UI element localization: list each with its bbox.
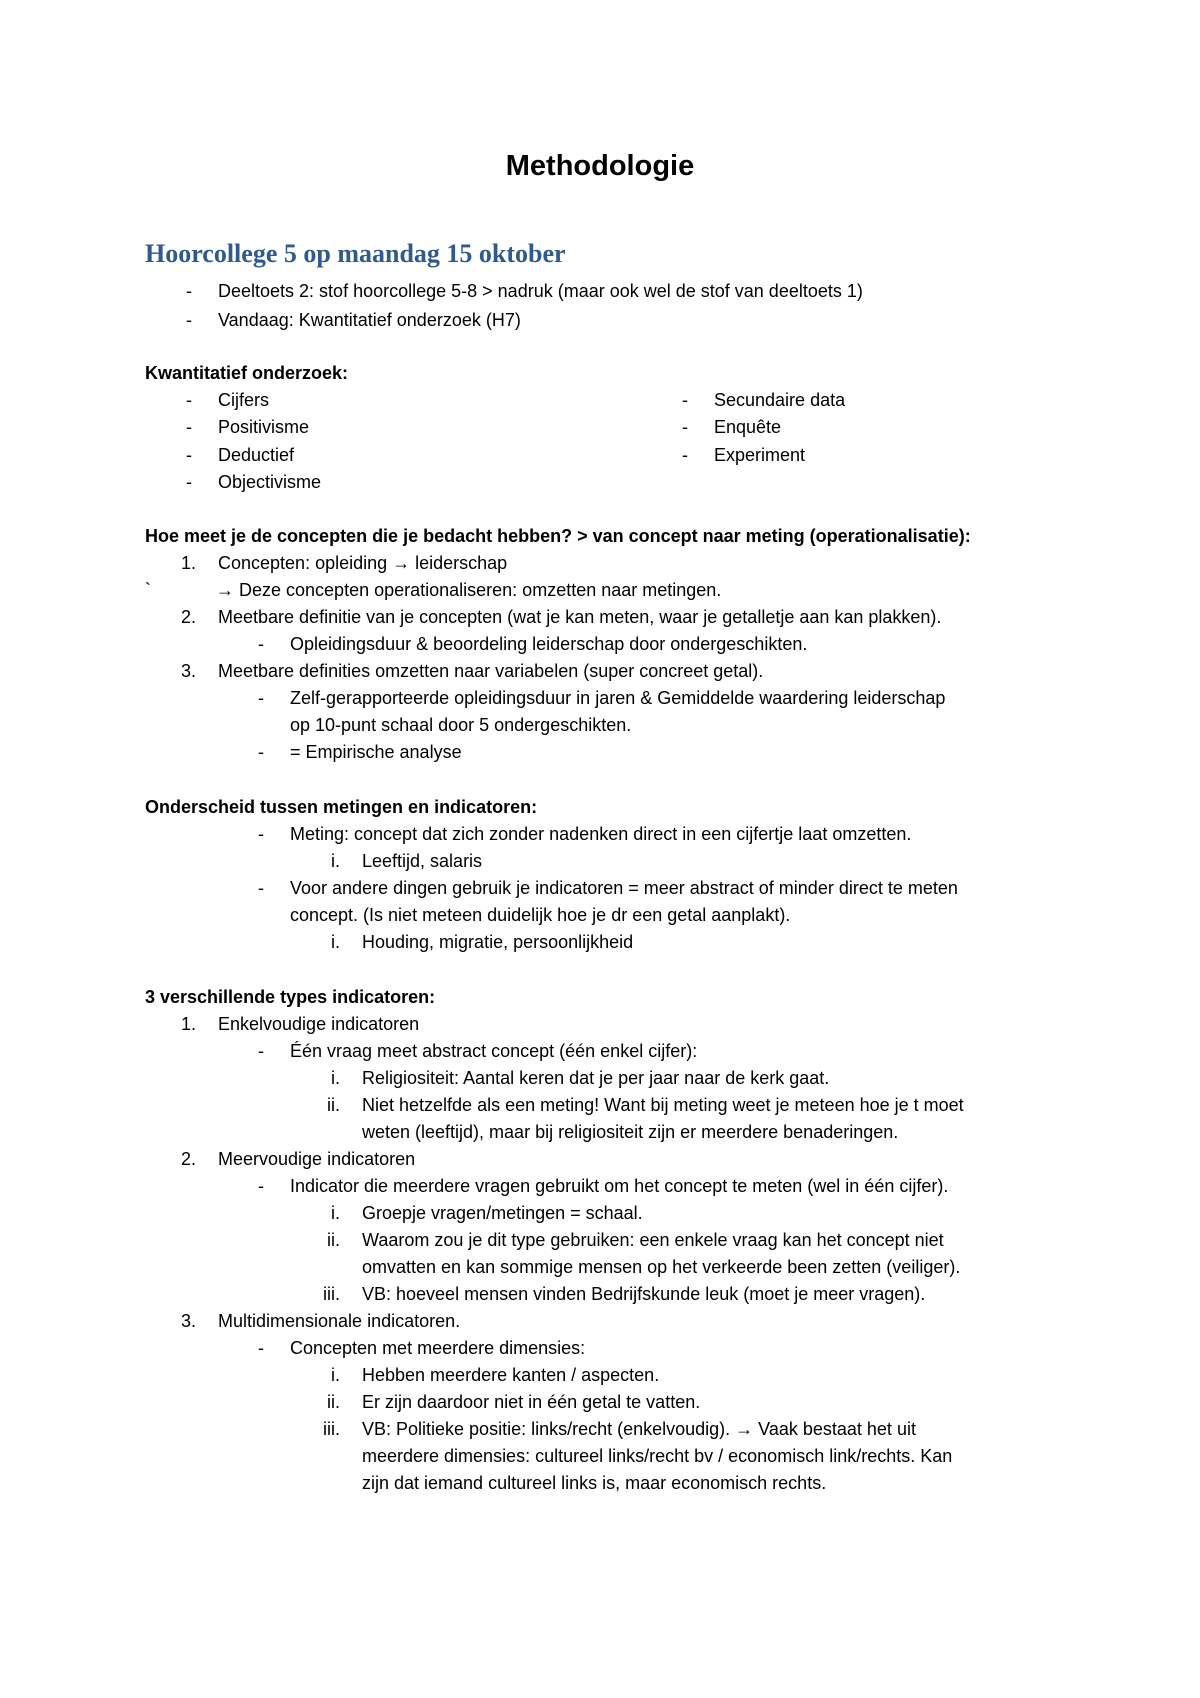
list-roman: i. [331, 1068, 340, 1088]
types-item: VB: hoeveel mensen vinden Bedrijfskunde leuk (moet je meer vragen). [362, 1284, 926, 1304]
bullet-dash: - [258, 824, 264, 844]
list-number: 1. [180, 553, 196, 573]
kwant-right-item: Experiment [714, 445, 806, 465]
meten-item: Meetbare definities omzetten naar variabelen (super concreet getal). [218, 661, 764, 681]
types-heading: 3 verschillende types indicatoren: [145, 987, 436, 1007]
bullet-dash: - [258, 688, 264, 708]
kwant-left-item: Deductief [218, 445, 295, 465]
list-roman: iii. [323, 1284, 340, 1304]
kwant-left-item: Cijfers [218, 390, 270, 410]
kwant-right-item: Enquête [714, 417, 782, 437]
list-roman: ii. [327, 1230, 340, 1250]
types-item: Enkelvoudige indicatoren [218, 1014, 420, 1034]
list-roman: ii. [327, 1392, 340, 1412]
list-roman: i. [331, 1203, 340, 1223]
bullet-dash: - [186, 310, 192, 330]
bullet-dash: - [258, 878, 264, 898]
onderscheid-item: Houding, migratie, persoonlijkheid [362, 932, 634, 952]
types-item: omvatten en kan sommige mensen op het verkeerde been zetten (veiliger). [362, 1257, 961, 1277]
types-item: zijn dat iemand cultureel links is, maar economisch rechts. [362, 1473, 827, 1493]
list-roman: iii. [323, 1419, 340, 1439]
onderscheid-heading: Onderscheid tussen metingen en indicatoren: [145, 797, 538, 817]
list-roman: i. [331, 932, 340, 952]
list-roman: i. [331, 851, 340, 871]
bullet-dash: - [258, 1041, 264, 1061]
meten-item: Concepten: opleiding → leiderschap [218, 553, 508, 573]
bullet-dash: - [682, 417, 688, 437]
intro-item: Vandaag: Kwantitatief onderzoek (H7) [218, 310, 521, 330]
section-heading: Hoorcollege 5 op maandag 15 oktober [145, 239, 566, 268]
kwant-right-item: Secundaire data [714, 390, 846, 410]
bullet-dash: - [186, 281, 192, 301]
types-item: Concepten met meerdere dimensies: [290, 1338, 586, 1358]
bullet-dash: - [258, 1176, 264, 1196]
meten-item: Zelf-gerapporteerde opleidingsduur in jaren & Gemiddelde waardering leiderschap [290, 688, 946, 708]
page-title: Methodologie [505, 150, 695, 182]
onderscheid-item: concept. (Is niet meteen duidelijk hoe je dr een getal aanplakt). [290, 905, 791, 925]
bullet-dash: - [186, 445, 192, 465]
types-item: Er zijn daardoor niet in één getal te vatten. [362, 1392, 701, 1412]
list-number: 1. [180, 1014, 196, 1034]
types-item: weten (leeftijd), maar bij religiositeit zijn er meerdere benaderingen. [362, 1122, 899, 1142]
list-number: 3. [180, 661, 196, 681]
kwant-left-item: Objectivisme [218, 472, 322, 492]
meten-item: Meetbare definitie van je concepten (wat je kan meten, waar je getalletje aan kan plakken). [218, 607, 942, 627]
meten-item: Opleidingsduur & beoordeling leiderschap door ondergeschikten. [290, 634, 808, 654]
list-roman: i. [331, 1365, 340, 1385]
list-roman: ii. [327, 1095, 340, 1115]
types-item: Waarom zou je dit type gebruiken: een enkele vraag kan het concept niet [362, 1230, 944, 1250]
bullet-dash: - [682, 445, 688, 465]
kwant-left-item: Positivisme [218, 417, 310, 437]
types-item: Niet hetzelfde als een meting! Want bij meting weet je meteen hoe je t moet [362, 1095, 964, 1115]
meten-item: op 10-punt schaal door 5 ondergeschikten. [290, 715, 632, 735]
bullet-dash: - [186, 390, 192, 410]
types-item: Meervoudige indicatoren [218, 1149, 416, 1169]
onderscheid-item: Leeftijd, salaris [362, 851, 483, 871]
types-item: Hebben meerdere kanten / aspecten. [362, 1365, 660, 1385]
intro-item: Deeltoets 2: stof hoorcollege 5-8 > nadruk (maar ook wel de stof van deeltoets 1) [218, 281, 863, 301]
onderscheid-item: Voor andere dingen gebruik je indicatoren = meer abstract of minder direct te meten [290, 878, 958, 898]
kwant-heading: Kwantitatief onderzoek: [145, 363, 349, 383]
onderscheid-item: Meting: concept dat zich zonder nadenken direct in een cijfertje laat omzetten. [290, 824, 912, 844]
bullet-dash: - [682, 390, 688, 410]
meten-item: → Deze concepten operationaliseren: omzetten naar metingen. [216, 580, 722, 600]
meten-heading: Hoe meet je de concepten die je bedacht hebben? > van concept naar meting (operationalisatie): [145, 526, 971, 546]
bullet-dash: - [186, 417, 192, 437]
types-item: VB: Politieke positie: links/recht (enkelvoudig). → Vaak bestaat het uit [362, 1419, 916, 1439]
bullet-dash: - [186, 472, 192, 492]
list-number: 2. [180, 607, 196, 627]
stray-mark: ` [145, 580, 151, 600]
types-item: Religiositeit: Aantal keren dat je per jaar naar de kerk gaat. [362, 1068, 830, 1088]
bullet-dash: - [258, 742, 264, 762]
meten-item: = Empirische analyse [290, 742, 462, 762]
types-item: Multidimensionale indicatoren. [218, 1311, 461, 1331]
list-number: 3. [180, 1311, 196, 1331]
types-item: Indicator die meerdere vragen gebruikt om het concept te meten (wel in één cijfer). [290, 1176, 949, 1196]
types-item: meerdere dimensies: cultureel links/recht bv / economisch link/rechts. Kan [362, 1446, 953, 1466]
bullet-dash: - [258, 1338, 264, 1358]
list-number: 2. [180, 1149, 196, 1169]
types-item: Één vraag meet abstract concept (één enkel cijfer): [290, 1041, 698, 1061]
types-item: Groepje vragen/metingen = schaal. [362, 1203, 643, 1223]
bullet-dash: - [258, 634, 264, 654]
